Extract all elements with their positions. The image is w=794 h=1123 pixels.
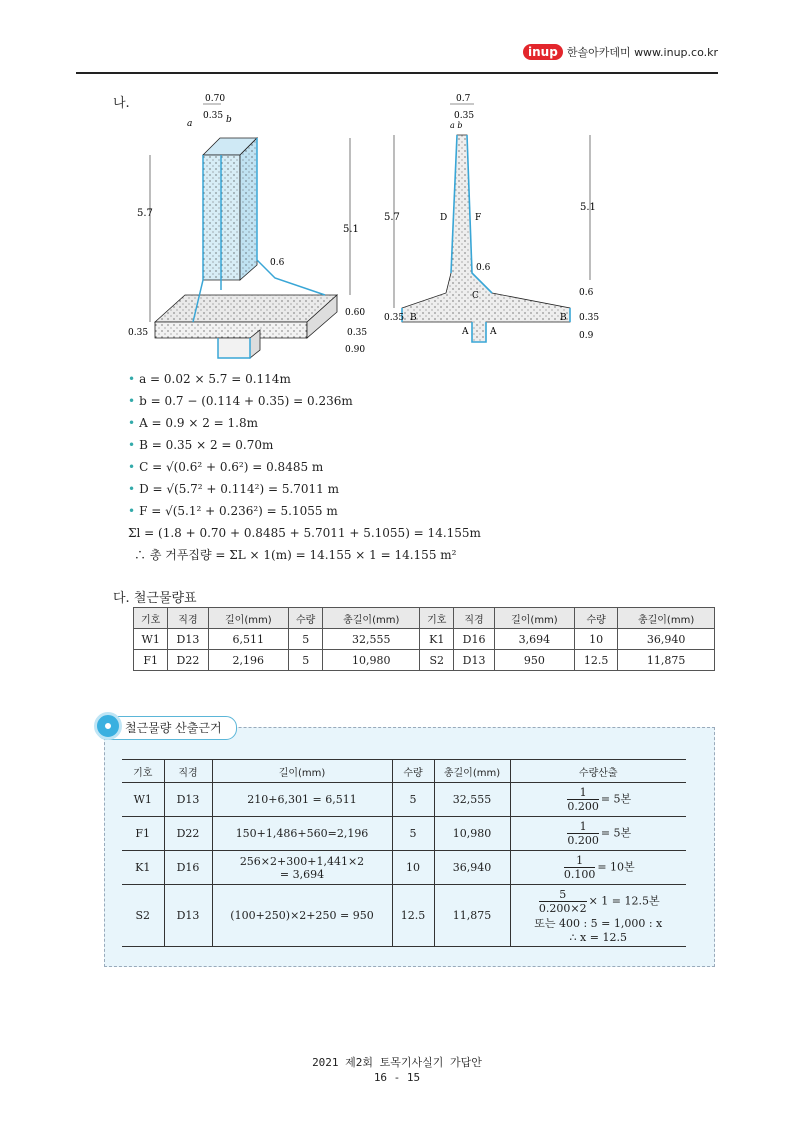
page-number: 16 - 15 [373,1071,421,1084]
col-header: 총길이(mm) [618,608,715,629]
formwork-calculation [128,368,481,566]
dim-0-6: 0.6 [270,258,285,268]
col-header: 수량 [289,608,323,629]
section-na-label: 나. [113,96,130,111]
col-header: 수량 [392,760,434,783]
r-dim-0-6: 0.6 [579,288,594,298]
col-header: 직경 [454,608,494,629]
col-header: 기호 [122,760,164,783]
table-row: F1 D22 2,196 5 10,980 S2 D13 950 12.5 11,875 [134,650,715,671]
calc-line: • D = √(5.7² + 0.114²) = 5.7011 m [128,482,339,496]
r-dim-0-35: 0.35 [454,111,475,121]
header-rule [76,72,718,74]
label-A-left: A [462,327,469,337]
label-F: F [475,213,482,223]
section-da-label: 다. 철근물량표 [113,591,197,606]
r-dim-0-35-r: 0.35 [579,313,600,323]
label-A-right: A [490,327,497,337]
calc-line: • B = 0.35 × 2 = 0.70m [128,438,274,452]
r-dim-5-7: 5.7 [384,212,400,223]
r-dim-ab: a b [450,121,463,130]
dim-a: a [187,119,193,129]
dim-5-7: 5.7 [137,208,153,219]
dim-5-1: 5.1 [343,224,359,235]
calc-line: • a = 0.02 × 5.7 = 0.114m [128,372,291,386]
calc-line: • b = 0.7 − (0.114 + 0.35) = 0.236m [128,394,353,408]
col-header: 직경 [164,760,212,783]
calc-line: • F = √(5.1² + 0.236²) = 5.1055 m [128,504,338,518]
r-dim-0-35-l: 0.35 [384,313,405,323]
dim-0-35-r: 0.35 [347,328,368,338]
dim-0-60: 0.60 [345,308,366,318]
col-header: 수량 [575,608,618,629]
quantity-formula: $\frac{1}{0.200}$ = 5본 [510,817,686,851]
dim-0-90: 0.90 [345,345,366,355]
table-row: S2 D13 (100+250)×2+250 = 950 12.5 11,875 $\frac{5}{0.200\times 2}$ × 1 = 12.5본 또는 400 : 5 = 1,000 : x ∴ x = 12.5 [122,885,686,947]
col-header: 직경 [168,608,208,629]
calculation-basis-table [122,759,686,947]
dim-b: b [226,115,232,125]
page-header [523,44,718,60]
r-dim-5-1: 5.1 [580,202,596,213]
table-row: W1 D13 6,511 5 32,555 K1 D16 3,694 10 36,940 [134,629,715,650]
quantity-formula: $\frac{1}{0.100}$ = 10본 [510,851,686,885]
col-header: 총길이(mm) [434,760,510,783]
calc-line: • A = 0.9 × 2 = 1.8m [128,416,258,430]
label-D: D [440,213,448,223]
r-dim-0-7: 0.7 [456,94,471,104]
label-B-right: B [560,313,567,323]
isometric-wall-diagram [125,90,375,365]
r-dim-0-6-s: 0.6 [476,263,491,273]
section-wall-diagram [380,90,620,350]
table-row: W1 D13 210+6,301 = 6,511 5 32,555 $\frac{1}{0.200}$ = 5본 [122,783,686,817]
quantity-formula: $\frac{1}{0.200}$ = 5본 [510,783,686,817]
target-icon [94,712,122,740]
col-header: 수량산출 [510,760,686,783]
quantity-formula: $\frac{5}{0.200\times 2}$ × 1 = 12.5본 또는 400 : 5 = 1,000 : x ∴ x = 12.5 [510,885,686,947]
col-header: 길이(mm) [494,608,574,629]
table-row: F1 D22 150+1,486+560=2,196 5 10,980 $\frac{1}{0.200}$ = 5본 [122,817,686,851]
brand-text: 한솔아카데미 www.inup.co.kr [566,46,718,59]
basis-title: 철근물량 산출근거 [96,716,237,740]
col-header: 기호 [420,608,454,629]
table-row: K1 D16 256×2+300+1,441×2 = 3,694 10 36,940 $\frac{1}{0.100}$ = 10본 [122,851,686,885]
calc-total: ∴ 총 거푸집량 = ΣL × 1(m) = 14.155 × 1 = 14.155 m² [134,548,457,562]
inup-logo: inup [523,44,563,60]
col-header: 총길이(mm) [323,608,420,629]
calc-line: • C = √(0.6² + 0.6²) = 0.8485 m [128,460,324,474]
calc-sum: Σl = (1.8 + 0.70 + 0.8485 + 5.7011 + 5.1055) = 14.155m [128,526,481,540]
r-dim-0-9: 0.9 [579,331,594,341]
footer-title: 2021 제2회 토목기사실기 가답안 [312,1056,482,1069]
col-header: 기호 [134,608,168,629]
dim-0-35-l: 0.35 [128,328,149,338]
dim-0-70: 0.70 [205,94,226,104]
col-header: 길이(mm) [212,760,392,783]
label-C: C [472,291,479,301]
rebar-quantity-table [133,607,715,671]
col-header: 길이(mm) [208,608,288,629]
label-B-left: B [410,313,417,323]
dim-0-35: 0.35 [203,111,224,121]
